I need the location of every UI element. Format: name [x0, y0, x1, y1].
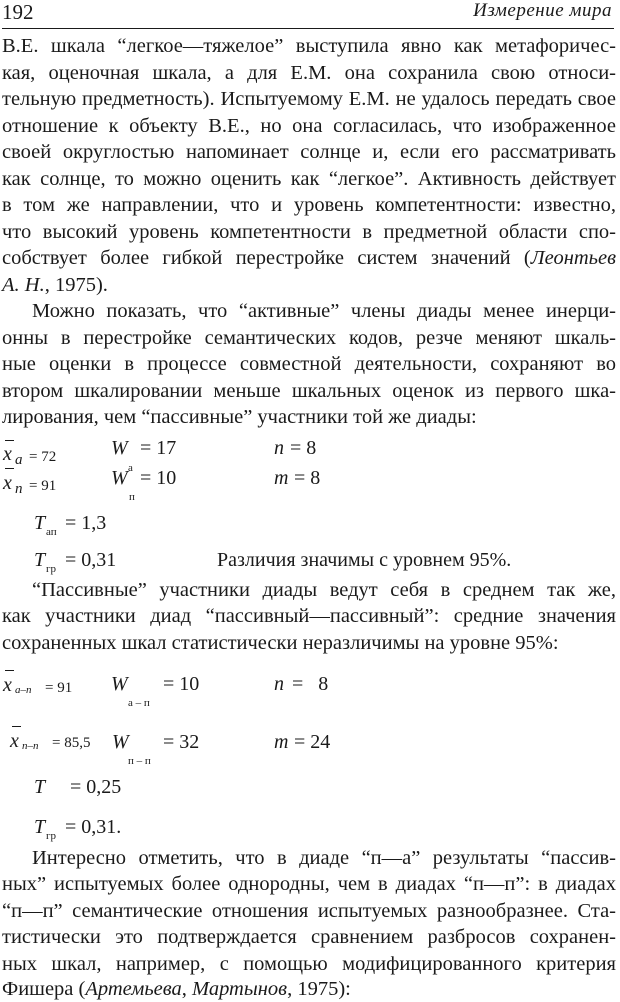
header-rule: [2, 28, 614, 29]
citation-author: Артемьева: [85, 978, 182, 1000]
significance-note: Различия значимы с уровнем 95%.: [217, 549, 512, 571]
formula-sub: а – п: [128, 697, 150, 709]
formula-sub: п – п: [128, 755, 151, 767]
formula-value: = 8: [292, 673, 329, 695]
formula-value: = 0,31.: [65, 816, 122, 838]
formula-x: x: [3, 674, 12, 696]
formula-value: = 91: [45, 680, 73, 696]
text-line: “Пассивные” участники диады ведут себя в среднем так же,: [32, 579, 616, 601]
formula-value: = 85,5: [52, 735, 91, 751]
formula-value: = 32: [163, 731, 200, 753]
text-line: ных” испытуемых более однородны, чем в диадах “п—п”: в диадах: [2, 873, 616, 895]
formula-m: m: [274, 731, 289, 753]
text-line: тистически это подтверждается сравнением разбросов сохранен-: [2, 926, 616, 948]
formula-value: = 8: [294, 467, 321, 489]
text-line: “п—п” семантические отношения испытуемых разнообразнее. Ста-: [2, 900, 616, 922]
formula-w: W: [112, 731, 129, 753]
text-line: [2, 245, 616, 271]
formula-sub: а: [15, 452, 23, 468]
text-line: ных шкал, например, с помощью модифицированного критерия: [2, 953, 616, 975]
formula-value: = 10: [140, 467, 177, 489]
formula-w: W: [111, 437, 128, 459]
formula-value: = 1,3: [65, 512, 107, 534]
formula-value: = 8: [290, 437, 317, 459]
formula-value: = 72: [29, 449, 57, 465]
citation-author: Мартынов: [192, 978, 288, 1000]
text-line: как участники диад “пассивный—пассивный”: средние значения: [2, 605, 616, 627]
formula-sub: п–п: [22, 740, 39, 752]
formula-t: T: [34, 776, 46, 798]
text-line: как солнце, то можно оценить как “легкое”. Активность действует: [2, 168, 616, 190]
formula-m: m: [274, 467, 289, 489]
formula-sub: ап: [46, 526, 57, 538]
text-line: [2, 272, 108, 298]
mean-bar: [5, 670, 14, 671]
text-line: кая, оценочная шкала, а для Е.М. она сохранила свою относи-: [2, 62, 616, 84]
text-line: отношение к объекту В.Е., но она согласилась, что изображенное: [2, 115, 616, 137]
text-span: собствует более гибкой перестройке систем значений (: [2, 247, 531, 269]
text-line: лирования, чем “пассивные” участники той же диады:: [2, 406, 477, 428]
text-line: тельную предметность). Испытуемому Е.М. не удалось передать свое: [2, 88, 616, 110]
text-line: что высокий уровень компетентности в предметной области спо-: [2, 221, 616, 243]
formula-x: x: [10, 730, 19, 752]
formula-sub: п: [15, 481, 23, 497]
formula-x: x: [3, 472, 12, 494]
citation-sep: ,: [181, 978, 193, 1000]
formula-n: n: [274, 673, 284, 695]
formula-n: n: [274, 437, 284, 459]
mean-bar: [12, 726, 21, 727]
citation-year: , 1975).: [44, 274, 108, 296]
formula-value: = 91: [29, 478, 57, 494]
formula-sub: п: [129, 491, 135, 503]
formula-sub: гр: [46, 830, 57, 842]
formula-value: = 0,25: [70, 776, 122, 798]
running-head: Измерение мира: [473, 0, 612, 21]
text-span: Фишера (: [2, 978, 86, 1000]
text-line: в том же направлении, что и уровень компетентности: известно,: [2, 194, 616, 216]
mean-bar: [5, 440, 14, 441]
text-line: сохраненных шкал статистически неразличимы на уровне 95%:: [2, 632, 559, 654]
mean-bar: [5, 468, 14, 469]
formula-x: x: [3, 443, 12, 465]
citation-year: , 1975):: [287, 978, 351, 1000]
text-line: своей округлостью напоминает солнце и, если его рассматривать: [2, 141, 616, 163]
citation-author: А. Н.: [2, 274, 45, 296]
page-number: 192: [2, 0, 34, 24]
formula-sub: гр: [46, 563, 57, 575]
formula-value: = 24: [294, 731, 331, 753]
formula-w: W: [111, 467, 128, 489]
formula-value: = 17: [140, 437, 177, 459]
text-line: [2, 976, 351, 1002]
formula-t: T: [34, 816, 46, 838]
text-line: Можно показать, что “активные” члены диады менее инерци-: [32, 300, 616, 322]
formula-t: T: [34, 549, 46, 571]
formula-t: T: [34, 512, 46, 534]
formula-sub: а: [128, 462, 133, 474]
formula-value: = 0,31: [65, 549, 117, 571]
text-line: Интересно отметить, что в диаде “п—а” результаты “пассив-: [32, 847, 616, 869]
formula-value: = 10: [163, 673, 200, 695]
text-line: ные оценки в процессе совместной деятельности, сохраняют во: [2, 353, 616, 375]
citation-author: Леонтьев: [530, 247, 616, 269]
text-line: В.Е. шкала “легкое—тяжелое” выступила явно как метафоричес-: [2, 35, 616, 57]
text-line: онны в перестройке семантических кодов, резче меняют шкаль-: [2, 327, 616, 349]
text-line: втором шкалировании меньше шкальных оценок из первого шка-: [2, 380, 616, 402]
formula-sub: а–п: [15, 684, 32, 696]
formula-w: W: [111, 673, 128, 695]
